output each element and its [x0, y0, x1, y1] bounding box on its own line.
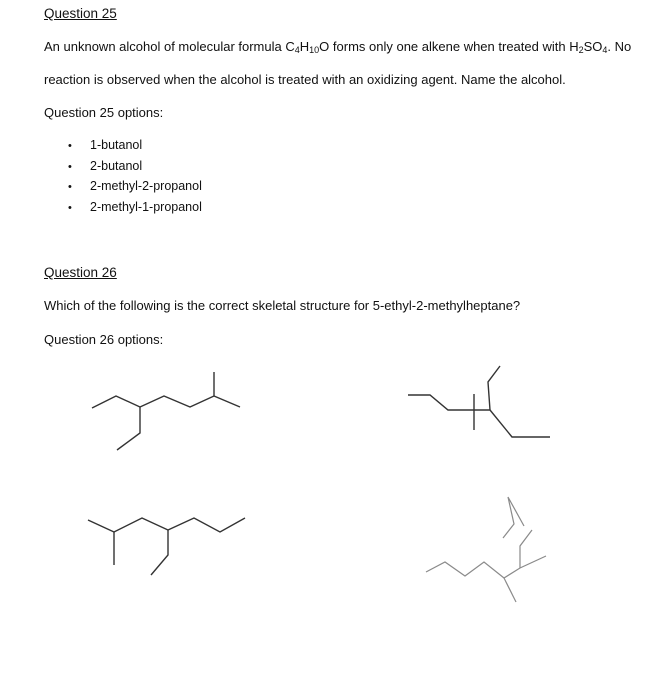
q26-options-label: Question 26 options:	[44, 332, 164, 347]
q25-text-b: O forms only one alkene when treated with H	[319, 39, 579, 54]
q25-sub-o: 4	[602, 45, 608, 55]
bullet: •	[68, 181, 72, 193]
bond-branch	[504, 578, 516, 602]
q25-option-label: 2-methyl-2-propanol	[90, 179, 202, 193]
q25-option-label: 1-butanol	[90, 138, 143, 152]
q25-sub-h2: 2	[578, 45, 584, 55]
q25-text-end: . No	[607, 39, 632, 54]
q25-text-so: SO	[583, 39, 603, 54]
bond-chain	[426, 556, 546, 578]
bullet: •	[68, 160, 72, 173]
q25-option-label: 2-butanol	[90, 158, 143, 173]
q25-question-line2: reaction is observed when the alcohol is treated with an oxidizing agent. Name the alcohol.	[44, 72, 566, 87]
q25-options-label: Question 25 options:	[44, 105, 164, 120]
q25-text-h: H	[299, 39, 310, 54]
q25-heading: Question 25	[44, 6, 117, 21]
q26-heading: Question 26	[44, 265, 117, 280]
q26-question: Which of the following is the correct skeletal structure for 5-ethyl-2-methylheptane?	[44, 298, 521, 313]
q25-option-label: 2-methyl-1-propanol	[90, 199, 202, 214]
q25-text-a: An unknown alcohol of molecular formula C	[44, 39, 295, 54]
bullet: •	[68, 140, 72, 152]
bond-branch	[520, 530, 532, 568]
q25-sub-h: 10	[309, 45, 320, 55]
bullet: •	[68, 201, 72, 214]
q25-sub-c: 4	[294, 45, 300, 55]
bond-branch	[503, 497, 524, 538]
